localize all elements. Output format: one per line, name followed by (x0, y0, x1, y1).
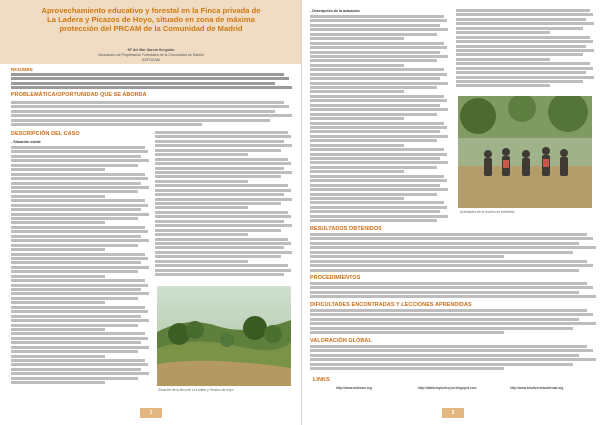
problematica-heading: PROBLEMÁTICA/OPORTUNIDAD QUE SE ABORDA (11, 92, 147, 98)
resultados-text (310, 233, 596, 273)
finca-photo (157, 286, 291, 386)
link-biodiversidad[interactable]: http://www.biodiversidadvirtual.org (510, 386, 564, 390)
problematica-text (11, 101, 292, 128)
actuacion-column-2 (456, 9, 594, 89)
situacion-inicial-heading: - Situación inicial (11, 140, 41, 144)
dificultades-heading: DIFICULTADES ENCONTRADAS Y LECCIONES APRENDIDAS (310, 302, 472, 308)
activity-photo-caption: Actividades de la reunión en esfinedas (460, 210, 515, 214)
activity-photo (458, 96, 592, 208)
link-blog[interactable]: http://laladerayloshoyos.blogspot.com (418, 386, 477, 390)
finca-photo-caption: Situación de la finca de La Ladera y Picazos de Hoyo (158, 388, 234, 392)
association-name: Asociación de Propietarios Forestales de la Comunidad de Madrid (98, 53, 204, 57)
resumen-heading: RESUMEN (11, 67, 33, 72)
forest-landscape-image (157, 286, 291, 386)
procedimientos-heading: PROCEDIMIENTOS (310, 275, 361, 281)
link-asfocam[interactable]: http://www.asfocam.org (336, 386, 373, 390)
links-heading: LINKS (313, 377, 330, 383)
page-number-right: 2 (442, 408, 464, 418)
document-title: Aprovechamiento educativo y forestal en la Finca privada de La Ladera y Picazos de Hoyo, situado en zona de máxima protección del PRCAM de la Comunidad de Madrid (41, 6, 261, 34)
page-number-left: 1 (140, 408, 162, 418)
author-name: Mª del Mar García Herguido (127, 48, 175, 52)
title-banner (0, 0, 302, 64)
procedimientos-text (310, 282, 596, 300)
organization-acronym: ASFOCAM (142, 58, 160, 62)
valoracion-text (310, 345, 596, 372)
group-activity-image (458, 96, 592, 208)
descripcion-column-1 (11, 146, 149, 386)
dificultades-text (310, 309, 596, 336)
right-page (302, 0, 604, 425)
descripcion-heading: DESCRIPCIÓN DEL CASO (11, 131, 80, 137)
valoracion-heading: VALORACIÓN GLOBAL (310, 338, 372, 344)
resumen-text (11, 73, 292, 91)
actuacion-heading: - Descripción de la actuación (310, 9, 360, 13)
actuacion-column-1 (310, 15, 448, 224)
resultados-heading: RESULTADOS OBTENIDOS (310, 226, 382, 232)
descripcion-column-2 (155, 131, 292, 277)
